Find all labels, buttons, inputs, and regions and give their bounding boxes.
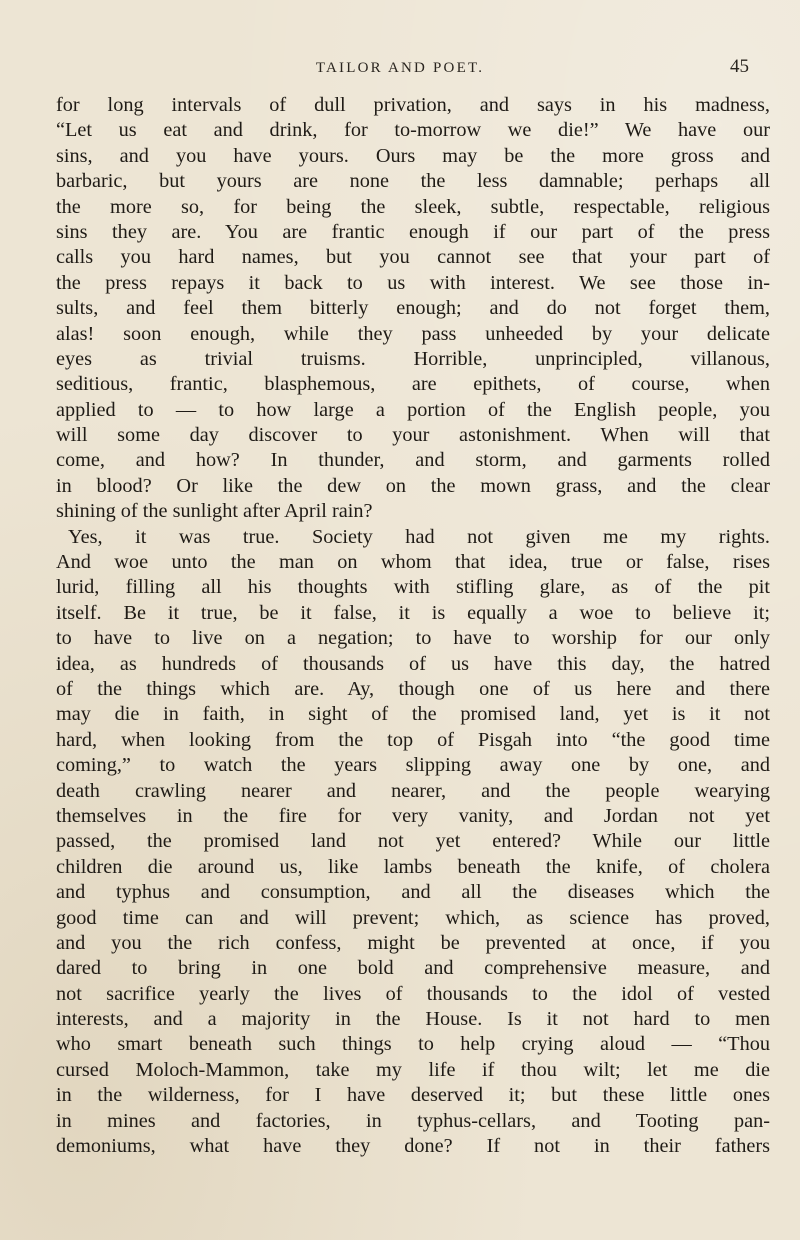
text-line: coming,” to watch the years slipping away one by one, and bbox=[56, 754, 770, 777]
text-line: shining of the sunlight after April rain? bbox=[56, 500, 373, 523]
text-line: and you the rich confess, might be prevented at once, if you bbox=[56, 931, 770, 954]
text-line: alas! soon enough, while they pass unheeded by your delicate bbox=[56, 322, 770, 345]
text-line: for long intervals of dull privation, and says in his madness, bbox=[56, 94, 770, 116]
text-line: And woe unto the man on whom that idea, true or false, rises bbox=[56, 551, 770, 574]
text-line: the press repays it back to us with interest. We see those in- bbox=[56, 271, 770, 294]
text-line: lurid, filling all his thoughts with stifling glare, as of the pit bbox=[56, 576, 770, 599]
text-line: death crawling nearer and nearer, and the people wearying bbox=[56, 779, 770, 802]
text-line: sins they are. You are frantic enough if our part of the press bbox=[56, 220, 770, 243]
text-line: the more so, for being the sleek, subtle, respectable, religious bbox=[56, 195, 770, 218]
text-line: to have to live on a negation; to have to worship for our only bbox=[56, 627, 770, 650]
text-line: may die in faith, in sight of the promised land, yet is it not bbox=[56, 703, 770, 726]
text-line: sins, and you have yours. Ours may be the more gross and bbox=[56, 144, 770, 167]
text-line: hard, when looking from the top of Pisgah into “the good time bbox=[56, 728, 770, 751]
text-line: interests, and a majority in the House. Is it not hard to men bbox=[56, 1008, 770, 1031]
text-line: passed, the promised land not yet entered? While our little bbox=[56, 830, 770, 853]
text-line: in the wilderness, for I have deserved it; but these little ones bbox=[56, 1084, 770, 1107]
text-line: sults, and feel them bitterly enough; and do not forget them, bbox=[56, 297, 770, 320]
text-line: will some day discover to your astonishment. When will that bbox=[56, 424, 770, 447]
text-line: seditious, frantic, blasphemous, are epithets, of course, when bbox=[56, 373, 770, 396]
paragraph-start-line: Yes, it was true. Society had not given me my rights. bbox=[68, 525, 770, 548]
text-line: applied to — to how large a portion of the English people, you bbox=[56, 398, 770, 421]
page-number: 45 bbox=[730, 56, 749, 77]
text-line: demoniums, what have they done? If not in their fathers bbox=[56, 1135, 770, 1158]
text-line: itself. Be it true, be it false, it is equally a woe to believe it; bbox=[56, 601, 770, 624]
running-head: TAILOR AND POET. bbox=[315, 60, 485, 76]
text-line: themselves in the fire for very vanity, and Jordan not yet bbox=[56, 804, 770, 827]
text-line: who smart beneath such things to help crying aloud — “Thou bbox=[56, 1033, 770, 1056]
text-line: good time can and will prevent; which, as science has proved, bbox=[56, 906, 770, 929]
text-line: come, and how? In thunder, and storm, and garments rolled bbox=[56, 449, 770, 472]
text-line: children die around us, like lambs beneath the knife, of cholera bbox=[56, 855, 770, 878]
text-line: and typhus and consumption, and all the diseases which the bbox=[56, 881, 770, 904]
text-line: idea, as hundreds of thousands of us have this day, the hatred bbox=[56, 652, 770, 675]
page-header bbox=[0, 56, 800, 86]
text-line: calls you hard names, but you cannot see that your part of bbox=[56, 246, 770, 269]
text-line: eyes as trivial truisms. Horrible, unprincipled, villanous, bbox=[56, 347, 770, 370]
text-line: barbaric, but yours are none the less damnable; perhaps all bbox=[56, 170, 770, 193]
text-line: of the things which are. Ay, though one of us here and there bbox=[56, 677, 770, 700]
text-line: cursed Moloch-Mammon, take my life if thou wilt; let me die bbox=[56, 1058, 770, 1081]
text-line: in mines and factories, in typhus-cellars, and Tooting pan- bbox=[56, 1109, 770, 1132]
text-line: in blood? Or like the dew on the mown grass, and the clear bbox=[56, 474, 770, 497]
body-text bbox=[56, 93, 770, 1159]
text-line: not sacrifice yearly the lives of thousands to the idol of vested bbox=[56, 982, 770, 1005]
text-line: dared to bring in one bold and comprehensive measure, and bbox=[56, 957, 770, 980]
text-line: “Let us eat and drink, for to-morrow we die!” We have our bbox=[56, 119, 770, 142]
